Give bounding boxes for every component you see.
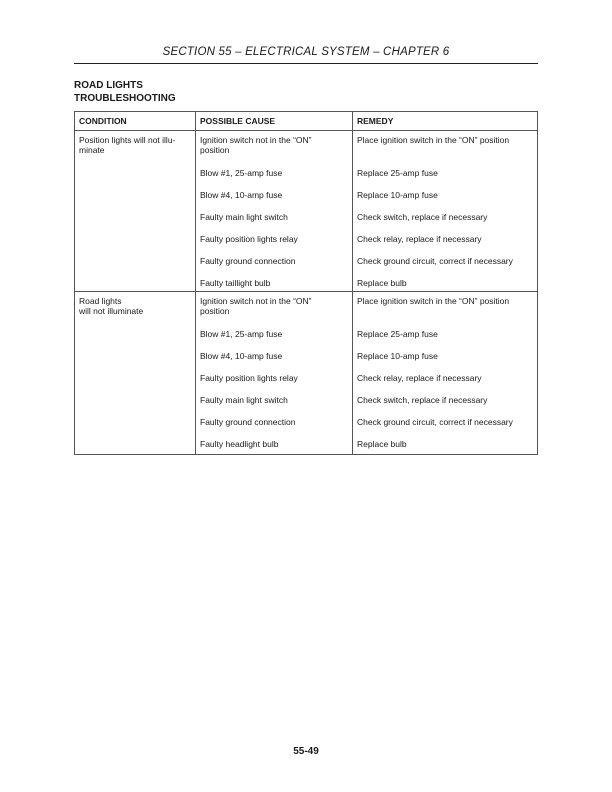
cause-cell: Blow #1, 25-amp fuse: [196, 324, 353, 346]
remedy-cell: Check switch, replace if necessary: [353, 390, 538, 412]
cause-line: position: [200, 145, 230, 155]
cause-line: position: [200, 306, 230, 316]
remedy-cell: Replace 10-amp fuse: [353, 185, 538, 207]
condition-line: minate: [79, 145, 105, 155]
cause-cell: [196, 130, 353, 163]
column-header-remedy: REMEDY: [353, 112, 538, 131]
table-row: [75, 368, 538, 390]
condition-line: Road lights: [79, 295, 122, 306]
remedy-cell: Replace 10-amp fuse: [353, 346, 538, 368]
condition-cell: [75, 291, 196, 324]
remedy-cell: Place ignition switch in the “ON” position: [353, 291, 538, 324]
remedy-cell: Check relay, replace if necessary: [353, 368, 538, 390]
table-row: [75, 390, 538, 412]
cause-cell: Faulty ground connection: [196, 412, 353, 434]
header-rule: [74, 63, 538, 64]
table-row: [75, 163, 538, 185]
heading-line-2: TROUBLESHOOTING: [74, 93, 176, 104]
remedy-cell: Check switch, replace if necessary: [353, 207, 538, 229]
condition-line: will not illuminate: [79, 306, 144, 316]
column-header-cause: POSSIBLE CAUSE: [196, 112, 353, 131]
cause-cell: Blow #4, 10-amp fuse: [196, 346, 353, 368]
table-row: [75, 291, 538, 324]
section-header: SECTION 55 – ELECTRICAL SYSTEM – CHAPTER 6: [162, 46, 450, 58]
cause-cell: Faulty ground connection: [196, 251, 353, 273]
cause-cell: Faulty position lights relay: [196, 368, 353, 390]
table-row: [75, 229, 538, 251]
page-number: 55-49: [293, 746, 319, 757]
table-row: [75, 324, 538, 346]
remedy-cell: Check ground circuit, correct if necessary: [353, 251, 538, 273]
troubleshooting-table: [74, 111, 538, 455]
table-row: [75, 346, 538, 368]
cause-cell: Faulty taillight bulb: [196, 273, 353, 291]
cause-cell: Faulty main light switch: [196, 207, 353, 229]
remedy-cell: Check relay, replace if necessary: [353, 229, 538, 251]
table-header-row: [75, 112, 538, 131]
remedy-cell: Replace 25-amp fuse: [353, 163, 538, 185]
table-row: [75, 185, 538, 207]
cause-cell: Blow #4, 10-amp fuse: [196, 185, 353, 207]
column-header-condition: CONDITION: [75, 112, 196, 131]
remedy-cell: Replace bulb: [353, 273, 538, 291]
cause-cell: Faulty main light switch: [196, 390, 353, 412]
remedy-cell: Place ignition switch in the “ON” position: [353, 130, 538, 163]
remedy-cell: Replace bulb: [353, 434, 538, 454]
remedy-cell: Check ground circuit, correct if necessary: [353, 412, 538, 434]
cause-cell: Blow #1, 25-amp fuse: [196, 163, 353, 185]
cause-line: Ignition switch not in the “ON”: [200, 134, 312, 145]
cause-cell: Faulty headlight bulb: [196, 434, 353, 454]
table-row: [75, 273, 538, 291]
remedy-cell: Replace 25-amp fuse: [353, 324, 538, 346]
table-row: [75, 130, 538, 163]
cause-cell: [196, 291, 353, 324]
condition-cell: [75, 130, 196, 163]
condition-line: Position lights will not illu-: [79, 134, 176, 145]
cause-line: Ignition switch not in the “ON”: [200, 295, 312, 306]
heading-line-1: ROAD LIGHTS: [74, 80, 143, 91]
table-row: [75, 412, 538, 434]
section-heading: [74, 79, 176, 105]
table-row: [75, 207, 538, 229]
table-row: [75, 434, 538, 454]
cause-cell: Faulty position lights relay: [196, 229, 353, 251]
table-row: [75, 251, 538, 273]
